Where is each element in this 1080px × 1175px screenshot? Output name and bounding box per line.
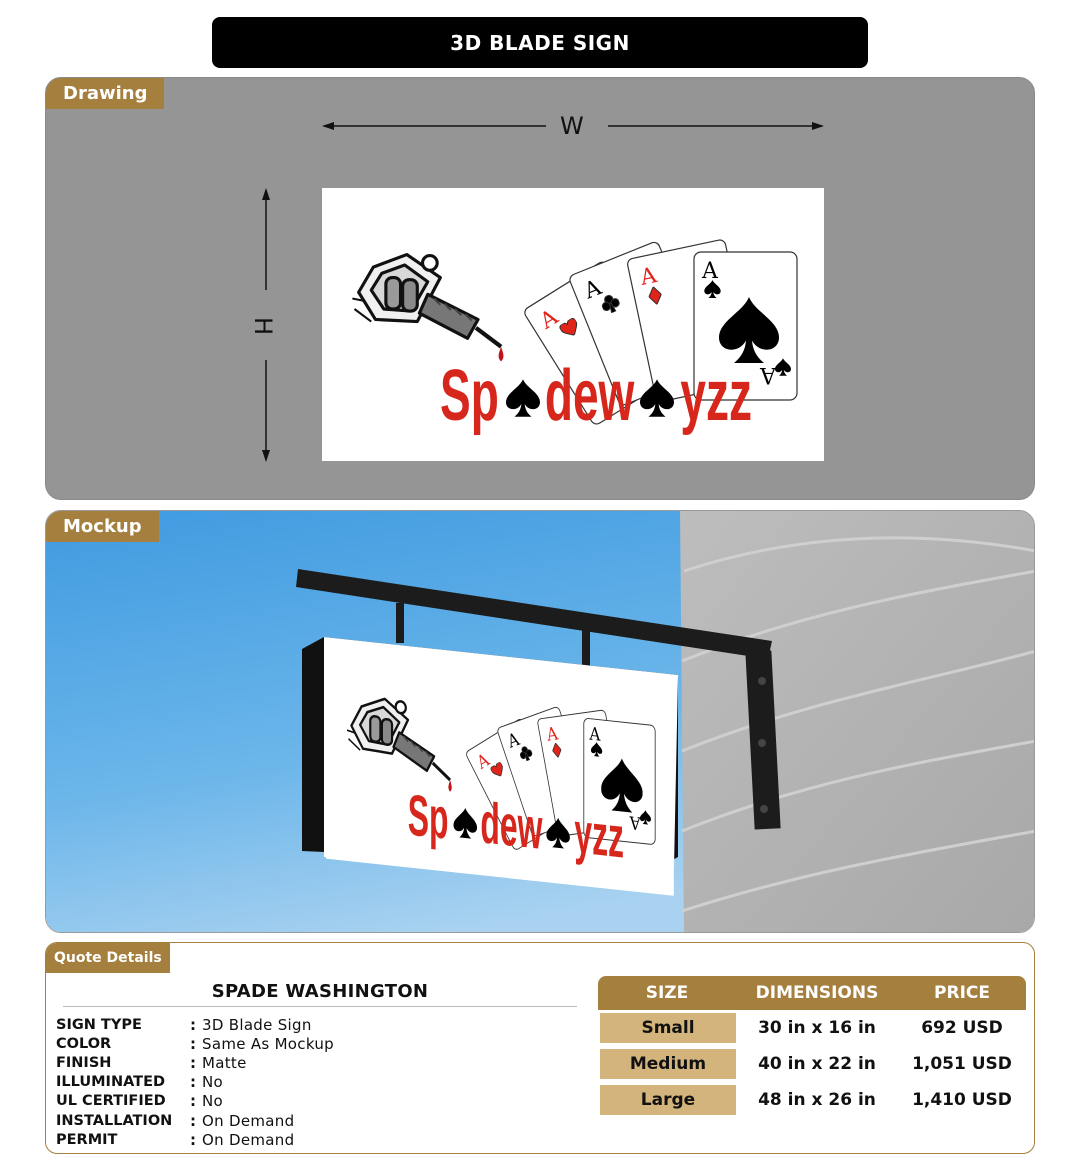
detail-label: UL CERTIFIED	[56, 1093, 166, 1110]
detail-label: INSTALLATION	[56, 1112, 173, 1129]
detail-list	[56, 1015, 334, 1149]
size-cell: Medium	[600, 1049, 736, 1079]
detail-colon: :	[190, 1015, 196, 1034]
detail-label: FINISH	[56, 1054, 112, 1071]
table-row	[598, 1082, 1026, 1118]
quote-label: Quote Details	[46, 943, 170, 973]
detail-row	[56, 1073, 334, 1092]
table-row	[598, 1010, 1026, 1046]
detail-value: Matte	[202, 1053, 247, 1072]
detail-label: ILLUMINATED	[56, 1074, 166, 1091]
width-marker: W	[560, 112, 584, 140]
height-marker: H	[249, 316, 278, 336]
detail-value: On Demand	[202, 1111, 295, 1130]
detail-colon: :	[190, 1034, 196, 1053]
dimensions-cell: 30 in x 16 in	[758, 1018, 876, 1038]
drawing-label: Drawing	[46, 78, 164, 109]
detail-colon: :	[190, 1053, 196, 1072]
mockup-panel	[45, 510, 1035, 933]
detail-row	[56, 1015, 334, 1034]
mockup-label: Mockup	[46, 511, 159, 542]
detail-value: On Demand	[202, 1130, 295, 1149]
detail-colon: :	[190, 1073, 196, 1092]
detail-label: SIGN TYPE	[56, 1016, 142, 1033]
quote-panel	[45, 942, 1035, 1154]
price-table	[598, 976, 1026, 1118]
detail-row	[56, 1130, 334, 1149]
size-cell: Small	[600, 1013, 736, 1043]
detail-value: Same As Mockup	[202, 1034, 334, 1053]
price-cell: 1,051 USD	[912, 1054, 1012, 1074]
detail-label: COLOR	[56, 1035, 112, 1052]
header-size: SIZE	[645, 983, 689, 1003]
detail-label: PERMIT	[56, 1131, 118, 1148]
detail-colon: :	[190, 1092, 196, 1111]
header-dimensions: DIMENSIONS	[755, 983, 879, 1003]
detail-value: No	[202, 1092, 223, 1111]
drawing-panel	[45, 77, 1035, 500]
divider	[63, 1006, 577, 1007]
detail-row	[56, 1034, 334, 1053]
price-table-header	[598, 976, 1026, 1010]
dimensions-cell: 48 in x 26 in	[758, 1090, 876, 1110]
detail-colon: :	[190, 1111, 196, 1130]
header-price: PRICE	[934, 983, 990, 1003]
detail-value: No	[202, 1073, 223, 1092]
detail-row	[56, 1092, 334, 1111]
table-row	[598, 1046, 1026, 1082]
client-name: SPADE WASHINGTON	[211, 981, 429, 1002]
detail-row	[56, 1111, 334, 1130]
detail-row	[56, 1053, 334, 1072]
page-title: 3D BLADE SIGN	[212, 17, 868, 68]
detail-colon: :	[190, 1130, 196, 1149]
mockup-scene	[46, 511, 1035, 933]
size-cell: Large	[600, 1085, 736, 1115]
detail-value: 3D Blade Sign	[202, 1015, 312, 1034]
dimensions-cell: 40 in x 22 in	[758, 1054, 876, 1074]
sign-drawing	[322, 188, 824, 461]
price-cell: 692 USD	[921, 1018, 1003, 1038]
price-cell: 1,410 USD	[912, 1090, 1012, 1110]
